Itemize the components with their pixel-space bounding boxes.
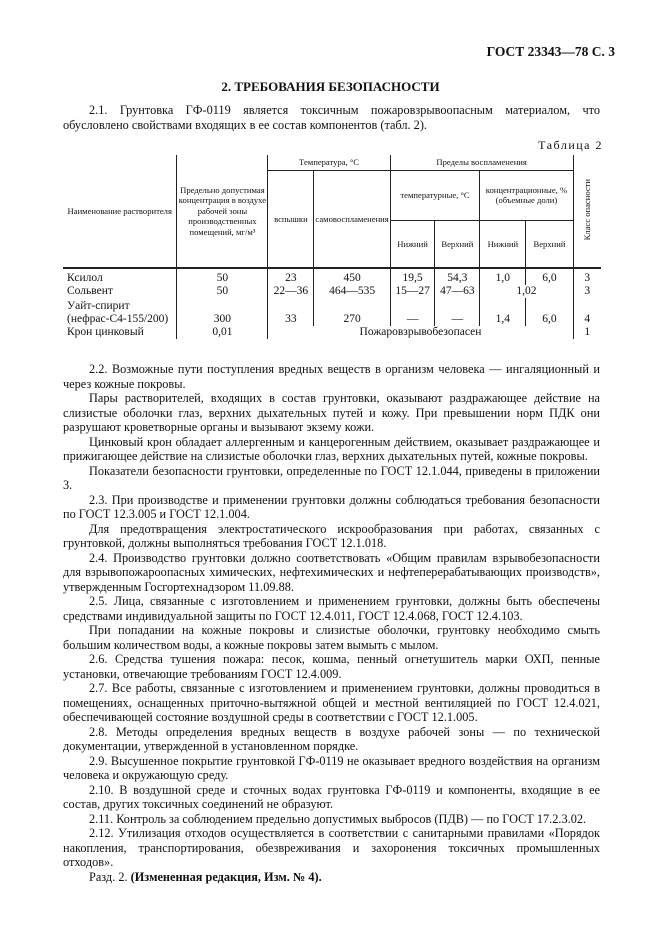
- table-row: [63, 326, 601, 339]
- cell-name: Ксилол: [63, 268, 177, 285]
- paragraph: 2.10. В воздушной среде и сточных водах грунтовка ГФ-0119 и компоненты, входящие в ее состав, других токсичных соединений не образуют.: [63, 782, 600, 811]
- cell-name: Уайт-спирит (нефрас-С4-155/200): [67, 300, 169, 325]
- col-header-limits: Пределы воспламенения: [390, 155, 573, 170]
- cell-flash: 22—36: [268, 285, 314, 298]
- paragraph: 2.3. При производстве и применении грунтовки должны соблюдаться требования безопасности по ГОСТ 12.3.005 и ГОСТ 12.1.004.: [63, 492, 600, 521]
- hazard-table: [63, 155, 601, 339]
- cell-temp-lower: 15—27: [390, 285, 435, 298]
- table-row: [63, 298, 601, 326]
- section-title: 2. ТРЕБОВАНИЯ БЕЗОПАСНОСТИ: [221, 79, 440, 94]
- paragraph: 2.4. Производство грунтовки должно соответствовать «Общим правилам взрывобезопасности для взрывопожароопасных химических, нефтехимических и нефтеперерабатывающих производств», утвержденным Госгортехнадзором 11.09.88.: [63, 550, 600, 594]
- paragraph-2-1: 2.1. Грунтовка ГФ-0119 является токсичным пожаровзрывоопасным материалом, что обусловлено свойствами входящих в ее состав компонентов (табл. 2).: [63, 103, 600, 132]
- cell-flash: 23: [268, 268, 314, 285]
- cell-conc-upper: 6,0: [526, 298, 573, 326]
- cell-autoignition: 270: [314, 298, 390, 326]
- cell-merged-note: Пожаровзрывобезопасен: [268, 326, 573, 339]
- col-header-upper: Верхний: [435, 221, 480, 269]
- col-header-pdk: Предельно допустимая концентрация в воздухе рабочей зоны производственных помещений, мг/м³: [177, 155, 268, 268]
- paragraph: 2.8. Методы определения вредных веществ в воздухе рабочей зоны — по технической документации, утвержденной в установленном порядке.: [63, 724, 600, 753]
- body-text: [63, 362, 600, 884]
- paragraph: 2.5. Лица, связанные с изготовлением и применением грунтовки, должны быть обеспечены средствами индивидуальной защиты по ГОСТ 12.4.011, ГОСТ 12.4.068, ГОСТ 12.4.103.: [63, 594, 600, 623]
- cell-temp-upper: 54,3: [435, 268, 480, 285]
- cell-autoignition: 450: [314, 268, 390, 285]
- table-row: [63, 285, 601, 298]
- cell-conc-upper: 6,0: [526, 268, 573, 285]
- paragraph: 2.7. Все работы, связанные с изготовлением и применением грунтовки, должны проводиться в помещениях, оснащенных приточно-вытяжной общей и местной вентиляцией по ГОСТ 12.4.021, обеспечивающей состояние воздушной среды в соответствии с ГОСТ 12.1.005.: [63, 681, 600, 724]
- cell-pdk: 50: [177, 268, 268, 285]
- amendment-note: [63, 870, 600, 885]
- col-header-conc-limits: концентрационные, % (объемные доли): [480, 170, 573, 221]
- cell-class: 3: [573, 268, 601, 285]
- col-header-class: Класс опасности: [573, 155, 601, 268]
- col-header-lower: Нижний: [390, 221, 435, 269]
- paragraph: Показатели безопасности грунтовки, определенные по ГОСТ 12.1.044, приведены в приложении 3.: [63, 463, 600, 492]
- col-header-flash: вспышки: [268, 170, 314, 268]
- paragraph: 2.2. Возможные пути поступления вредных веществ в организм человека — ингаляционный и через кожные покровы.: [63, 362, 600, 391]
- paragraph: Цинковый крон обладает аллергенным и канцерогенным действием, оказывает раздражающее и прижигающее действие на слизистые оболочки глаз, верхних дыхательных путей, кожные покровы.: [63, 434, 600, 463]
- cell-conc-lower: 1,0: [480, 268, 526, 285]
- col-header-autoignition: самовоспламенения: [314, 170, 390, 268]
- cell-conc-lower: 1,4: [480, 298, 526, 326]
- col-header-upper-conc: Верхний: [526, 221, 573, 269]
- cell-autoignition: 464—535: [314, 285, 390, 298]
- paragraph: Пары растворителей, входящих в состав грунтовки, оказывают раздражающее действие на слизистые оболочки глаз, верхних дыхательных путей и кожу. При превышении норм ПДК они разрушают кроветворные органы и вызывают экзему кожи.: [63, 391, 600, 434]
- amendment-prefix: Разд. 2.: [89, 869, 128, 884]
- cell-class: 4: [573, 298, 601, 326]
- table-caption: Таблица 2: [538, 138, 603, 152]
- cell-conc-merged: 1,02: [480, 285, 573, 298]
- col-header-temp-limits: температурные, °С: [390, 170, 480, 221]
- table-row: [63, 268, 601, 285]
- cell-temp-lower: —: [390, 298, 435, 326]
- paragraph: 2.12. Утилизация отходов осуществляется в соответствии с санитарными правилами «Порядок накопления, транспортирования, обезвреживания и захоронения токсичных промышленных отходов».: [63, 826, 600, 869]
- paragraph: При попадании на кожные покровы и слизистые оболочки, грунтовку необходимо смыть большим количеством воды, а кожные покровы затем вымыть с мылом.: [63, 623, 600, 652]
- cell-pdk: 50: [177, 285, 268, 298]
- paragraph: 2.6. Средства тушения пожара: песок, кошма, пенный огнетушитель марки ОХП, пенные установки, отвечающие требованиям ГОСТ 12.4.009.: [63, 652, 600, 681]
- cell-class: 1: [573, 326, 601, 339]
- paragraph: 2.9. Высушенное покрытие грунтовкой ГФ-0119 не оказывает вредного воздействия на организм человека и окружающую среду.: [63, 753, 600, 782]
- col-header-temperature: Температура, °С: [268, 155, 390, 170]
- paragraph: 2.11. Контроль за соблюдением предельно допустимых выбросов (ПДВ) — по ГОСТ 17.2.3.02.: [89, 811, 587, 826]
- cell-temp-upper: —: [435, 298, 480, 326]
- cell-temp-upper: 47—63: [435, 285, 480, 298]
- paragraph: Для предотвращения электростатического искрообразования при работах, связанных с грунтовкой, должны выполняться требования ГОСТ 12.1.018.: [63, 521, 600, 550]
- col-header-lower-conc: Нижний: [480, 221, 526, 269]
- cell-name: Сольвент: [67, 285, 113, 297]
- cell-pdk: 0,01: [177, 326, 268, 339]
- cell-flash: 33: [268, 298, 314, 326]
- cell-temp-lower: 19,5: [390, 268, 435, 285]
- page-header: ГОСТ 23343—78 С. 3: [486, 44, 615, 59]
- cell-class: 3: [573, 285, 601, 298]
- amendment-bold: (Измененная редакция, Изм. № 4).: [130, 869, 322, 884]
- cell-name: Крон цинковый: [67, 326, 144, 338]
- col-header-name: Наименование растворителя: [63, 155, 177, 268]
- cell-pdk: 300: [177, 298, 268, 326]
